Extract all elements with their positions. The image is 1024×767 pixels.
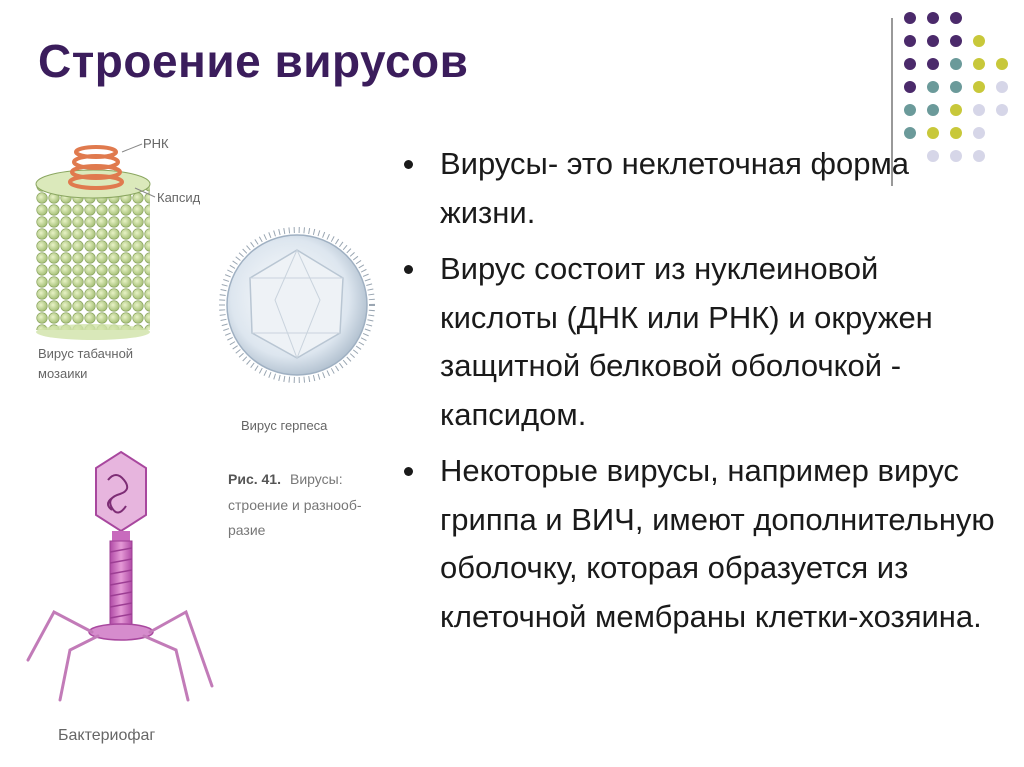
- bullet-list: [402, 140, 1002, 649]
- tobacco-mosaic-virus-image: [36, 144, 155, 340]
- caption-bacteriophage: Бактериофаг: [58, 727, 156, 744]
- label-capsid: Капсид: [157, 190, 201, 205]
- bullet-text: Вирус состоит из нуклеиновой кислоты (ДНК или РНК) и окружен защитной белковой оболочкой - капсидом.: [440, 251, 933, 432]
- figure-caption-line3: разие: [228, 522, 266, 538]
- figure-caption-line1: Вирусы:: [290, 471, 343, 487]
- bullet-item: [402, 447, 1002, 641]
- herpes-virus-image: [222, 230, 372, 380]
- figure-number: Рис. 41.: [228, 471, 281, 487]
- caption-herpes: Вирус герпеса: [241, 418, 328, 433]
- caption-tobacco-line2: мозаики: [38, 366, 88, 381]
- bullet-item: [402, 245, 1002, 439]
- virus-illustration: [0, 120, 420, 760]
- bullet-item: [402, 140, 1002, 237]
- bacteriophage-image: [28, 452, 212, 700]
- label-rnk: РНК: [143, 136, 169, 151]
- slide-title: Строение вирусов: [38, 35, 469, 87]
- caption-tobacco-line1: Вирус табачной: [38, 346, 134, 361]
- figure-caption-line2: строение и разнооб-: [228, 497, 362, 513]
- bullet-text: Некоторые вирусы, например вирус гриппа и ВИЧ, имеют дополнительную оболочку, которая образуется из клеточной мембраны клетки-хозяина.: [440, 453, 995, 634]
- bullet-text: Вирусы- это неклеточная форма жизни.: [440, 146, 910, 230]
